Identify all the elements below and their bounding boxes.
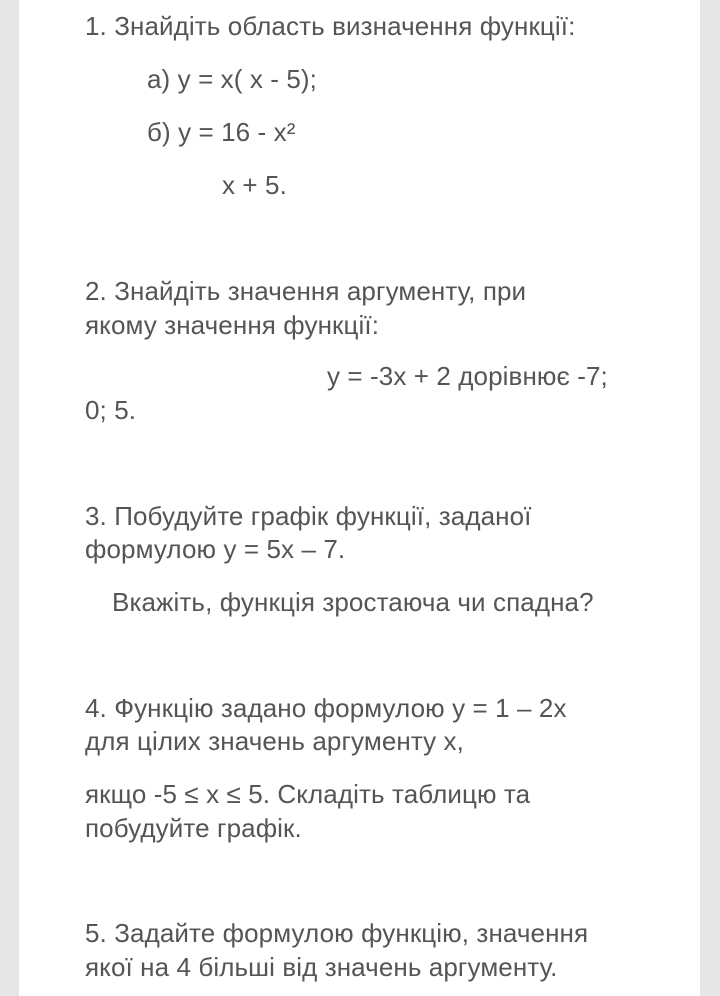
task-4-line-3: якщо -5 ≤ x ≤ 5. Складіть таблицю та xyxy=(85,779,531,809)
task-1-title: 1. Знайдіть область визначення функції: xyxy=(85,11,576,41)
task-5-line-2: якої на 4 більші від значень аргументу. xyxy=(85,952,558,982)
task-1-part-a: а) y = x( x - 5); xyxy=(147,64,318,94)
task-3-question: Вкажіть, функція зростаюча чи спадна? xyxy=(112,587,594,617)
task-2-line-2: якому значення функції: xyxy=(85,310,380,340)
task-4-line-4: побудуйте графік. xyxy=(85,813,302,843)
document-page xyxy=(19,0,700,996)
task-4-line-2: для цілих значень аргументу x, xyxy=(85,726,464,756)
task-4-line-1: 4. Функцію задано формулою y = 1 – 2x xyxy=(85,693,567,723)
task-1-part-b-denominator: x + 5. xyxy=(222,170,287,200)
task-5-line-1: 5. Задайте формулою функцію, значення xyxy=(85,918,589,948)
task-2-line-1: 2. Знайдіть значення аргументу, при xyxy=(85,276,527,306)
task-1-part-b: б) y = 16 - x² xyxy=(147,117,296,147)
task-2-equation: y = -3x + 2 дорівнює -7; xyxy=(327,361,608,391)
task-2-values: 0; 5. xyxy=(85,395,137,425)
task-3-line-1: 3. Побудуйте графік функції, заданої xyxy=(85,501,532,531)
task-3-line-2: формулою y = 5x – 7. xyxy=(85,534,346,564)
